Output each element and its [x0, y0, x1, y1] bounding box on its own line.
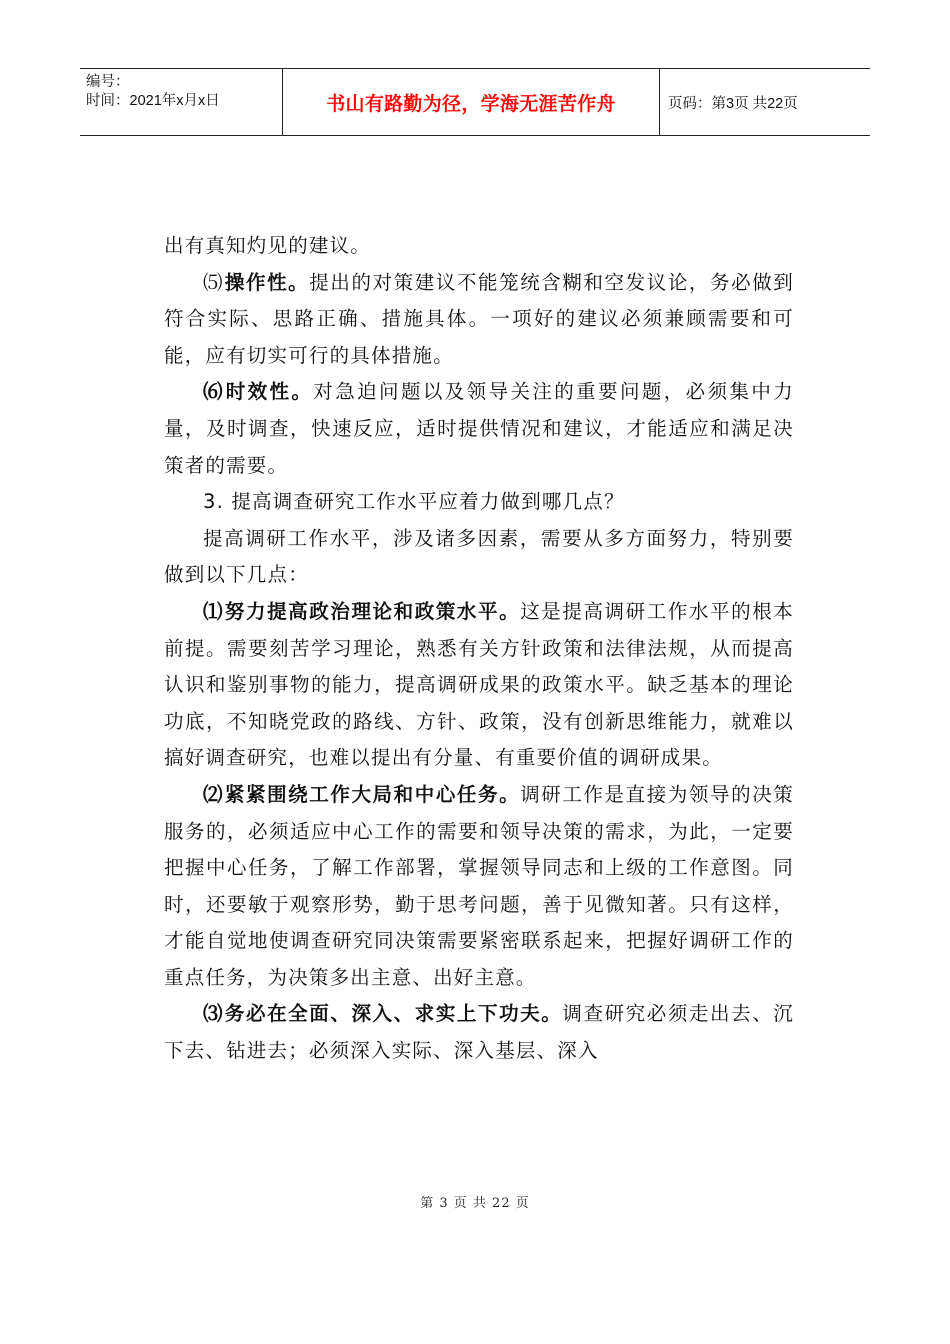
- document-date-label: 时间：2021年x月x日: [86, 93, 220, 109]
- item-heading: 务必在全面、深入、求实上下功夫。: [224, 1002, 563, 1026]
- header-meta-cell: [80, 69, 283, 135]
- paragraph-5: 提高调研工作水平，涉及诸多因素，需要从多方面努力，特别要做到以下几点：: [164, 526, 794, 587]
- document-number-label: 编号：: [86, 74, 130, 90]
- item-number: ⑴: [203, 599, 223, 623]
- paragraph-6: [164, 594, 794, 777]
- item-text: 这是提高调研工作水平的根本前提。需要刻苦学习理论，熟悉有关方针政策和法律法规，从而提高认识和鉴别事物的能力，提高调研成果的政策水平。缺乏基本的理论功底，不知晓党政的路线、方针、政策，没有创新思维能力，就难以搞好调查研究，也难以提出有分量、有重要价值的调研成果。: [164, 599, 794, 770]
- item-number: ⑹: [203, 380, 224, 404]
- item-heading: 紧紧围绕工作大局和中心任务。: [224, 782, 521, 806]
- item-heading: 努力提高政治理论和政策水平。: [224, 599, 521, 623]
- paragraph-1: 出有真知灼见的建议。: [164, 234, 372, 257]
- document-body: [164, 228, 794, 1070]
- header-motto: 书山有路勤为径，学海无涯苦作舟: [283, 69, 660, 135]
- paragraph-3: [164, 374, 794, 484]
- paragraph-2: [164, 265, 794, 375]
- paragraph-7: [164, 777, 794, 997]
- page-footer: 第 3 页 共 22 页: [420, 1196, 530, 1211]
- document-header: [80, 68, 870, 136]
- item-number: ⑶: [203, 1002, 223, 1026]
- header-page-info: 页码：第3页 共22页: [668, 95, 798, 112]
- item-heading: 时效性。: [225, 380, 314, 404]
- item-text: 调查研究必须走出去、沉下去、钻进去；必须深入实际、深入基层、深入: [164, 1002, 794, 1063]
- section-question: 3. 提高调查研究工作水平应着力做到哪几点？: [203, 490, 625, 514]
- item-text: 对急迫问题以及领导关注的重要问题，必须集中力量，及时调查，快速反应，适时提供情况和建议，才能适应和满足决策者的需要。: [164, 380, 794, 477]
- item-text: 提出的对策建议不能笼统含糊和空发议论，务必做到符合实际、思路正确、措施具体。一项好的建议必须兼顾需要和可能，应有切实可行的具体措施。: [164, 270, 794, 367]
- item-number: ⑸: [203, 270, 223, 294]
- item-heading: 操作性。: [224, 270, 310, 294]
- item-number: ⑵: [203, 782, 223, 806]
- item-text: 调研工作是直接为领导的决策服务的，必须适应中心工作的需要和领导决策的需求，为此，一定要把握中心任务，了解工作部署，掌握领导同志和上级的工作意图。同时，还要敏于观察形势，勤于思考问题，善于见微知著。只有这样，才能自觉地使调查研究同决策需要紧密联系起来，把握好调研工作的重点任务，为决策多出主意、出好主意。: [164, 782, 794, 989]
- paragraph-8: [164, 996, 794, 1069]
